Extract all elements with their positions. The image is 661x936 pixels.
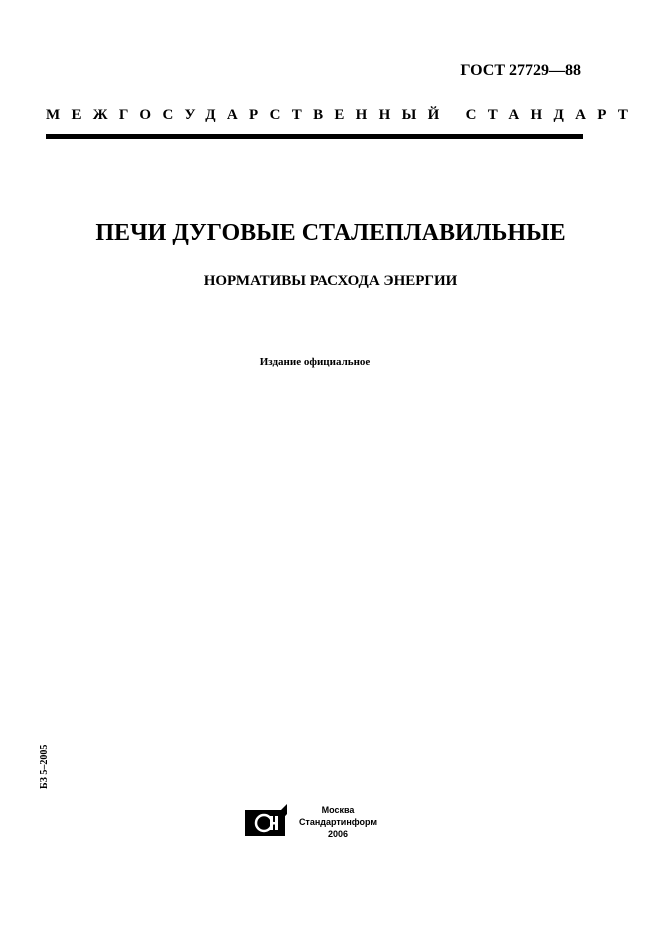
- publisher-name: Стандартинформ: [298, 817, 378, 827]
- document-number: ГОСТ 27729—88: [460, 62, 581, 79]
- edition-note: Издание официальное: [259, 356, 371, 368]
- publisher-block: [298, 804, 378, 840]
- document-subtitle: НОРМАТИВЫ РАСХОДА ЭНЕРГИИ: [203, 273, 458, 289]
- interstate-standard-label: МЕЖГОСУДАРСТВЕННЫЙ СТАНДАРТ: [46, 107, 640, 123]
- publisher-city: Москва: [321, 805, 355, 815]
- header-divider: [46, 134, 583, 139]
- standartinform-logo-icon: [245, 804, 287, 838]
- document-title: ПЕЧИ ДУГОВЫЕ СТАЛЕПЛАВИЛЬНЫЕ: [95, 220, 566, 246]
- side-code: БЗ 5–2005: [39, 744, 50, 789]
- publication-year: 2006: [327, 829, 349, 839]
